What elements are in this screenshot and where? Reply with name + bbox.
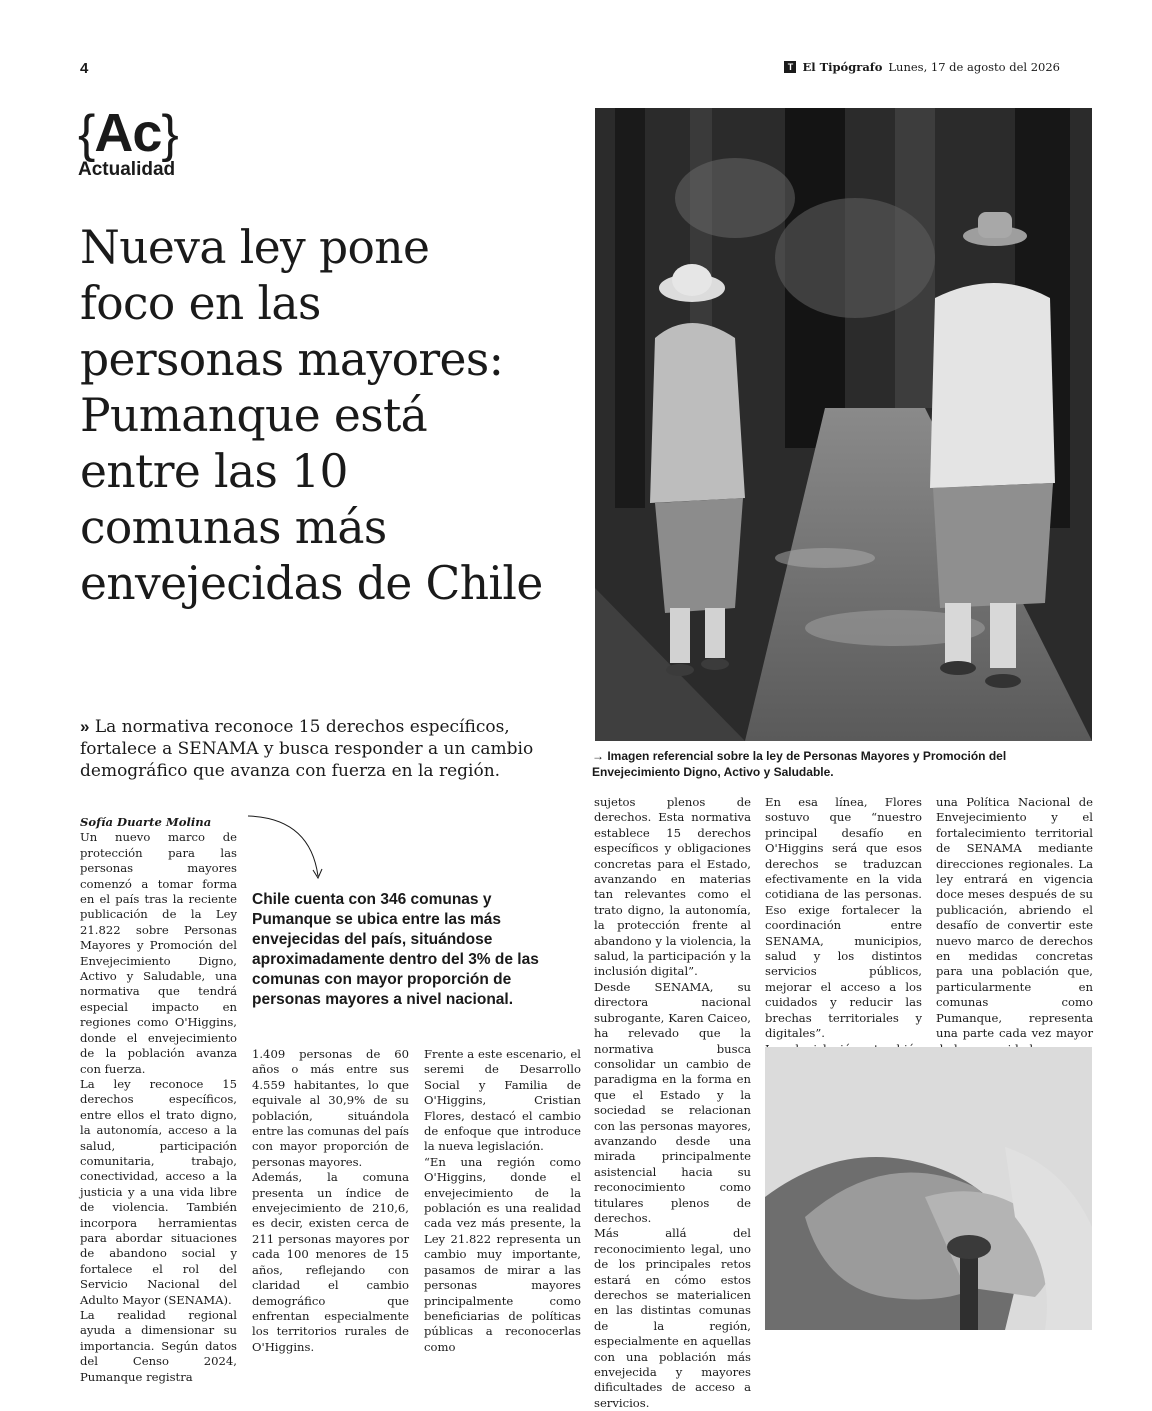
headline-line: entre las 10 bbox=[80, 445, 348, 498]
pull-quote: Chile cuenta con 346 comunas y Pumanque se ubica entre las más envejecidas del país, situándose aproximadamente dentro del 3% de las comunas con mayor proporción de personas mayores a nivel nacional. bbox=[252, 891, 539, 1008]
section-abbreviation bbox=[78, 104, 178, 163]
lede-text: La normativa reconoce 15 derechos específicos, fortalece a SENAMA y busca responder a un cambio demográfico que avanza con fuerza en la región. bbox=[80, 717, 534, 781]
lede bbox=[80, 716, 580, 782]
publication-name: El Tipógrafo bbox=[802, 60, 883, 74]
byline: Sofía Duarte Molina bbox=[80, 815, 212, 829]
main-photo-elderly-couple-walking bbox=[595, 108, 1092, 741]
body-column-5 bbox=[765, 795, 922, 1088]
caption-arrow-icon: → bbox=[592, 749, 604, 763]
body-column-6 bbox=[936, 795, 1093, 1057]
headline-line: envejecidas de Chile bbox=[80, 557, 543, 610]
paragraph: Más allá del reconocimiento legal, uno de los principales retos estará en cómo estos derechos se materialicen en las distintas comunas de la región, especialmente en aquellas con una población más envejecida y mayores dificultades de acceso a servicios. bbox=[594, 1226, 751, 1410]
page-number: 4 bbox=[80, 60, 89, 77]
paragraph: una Política Nacional de Envejecimiento y el fortalecimiento territorial de SENAMA mediante direcciones regionales. La ley entrará en vigencia doce meses después de su publicación, abriendo el desafío de convertir este nuevo marco de derechos en medidas concretas para una población que, particularmente en comunas como Pumanque, representa una parte cada vez mayor bbox=[936, 795, 1093, 1041]
body-column-2 bbox=[252, 1047, 409, 1355]
open-brace: { bbox=[78, 105, 95, 163]
body-column-3 bbox=[424, 1047, 581, 1355]
paragraph: Desde SENAMA, su directora nacional subrogante, Karen Caiceo, ha relevado que la normativa busca consolidar un cambio de paradigma en la forma en que el Estado y la sociedad se relacionan con las personas mayores, avanzando desde una mirada principalmente asistencial hacia su reconocimiento como titulares plenos de derechos. bbox=[594, 979, 751, 1225]
close-brace: } bbox=[161, 105, 178, 163]
section-tag bbox=[78, 104, 178, 179]
paragraph: La realidad regional ayuda a dimensionar su importancia. Según datos del Censo 2024, Pumanque registra bbox=[80, 1308, 237, 1384]
body-column-4 bbox=[594, 795, 751, 1411]
issue-date: Lunes, 17 de agosto del 2026 bbox=[888, 60, 1060, 74]
headline-line: Pumanque está bbox=[80, 389, 428, 442]
headline-line: comunas más bbox=[80, 501, 387, 554]
lede-marker-icon: » bbox=[80, 717, 90, 736]
headline-line: Nueva ley pone bbox=[80, 221, 430, 274]
caption-text: Imagen referencial sobre la ley de Personas Mayores y Promoción del Envejecimiento Digno, Activo y Saludable. bbox=[592, 749, 1007, 779]
section-name: Actualidad bbox=[78, 159, 176, 180]
masthead bbox=[784, 60, 1060, 74]
paragraph: 1.409 personas de 60 años o más entre sus 4.559 habitantes, lo que equivale al 30,9% de su población, situándola entre las comunas del país con mayor proporción de personas mayores. bbox=[252, 1047, 409, 1169]
paragraph: sujetos plenos de derechos. Esta normativa establece 15 derechos específicos y obligaciones concretas para el Estado, avanzando en materias tan relevantes como el trato digno, la autonomía, la protección frente al abandono y la violencia, la salud, la participación y la inclusión digital”. bbox=[594, 795, 751, 979]
paragraph: En esa línea, Flores sostuvo que “nuestro principal desafío en O'Higgins será que esos derechos se traduzcan efectivamente en la vida cotidiana de las personas. Eso exige fortalecer la coordinación entre SENAMA, municipios, salud y los distintos servicios públicos, mejorar el acceso a los cuidados y reducir las brechas territoriales y digitales”. bbox=[765, 795, 922, 1041]
paragraph: “En una región como O'Higgins, donde el envejecimiento de la población es una realidad cada vez más presente, la Ley 21.822 representa un cambio muy importante, pasamos de mirar a las personas mayores principalmente como beneficiarias de políticas públicas a reconocerlas como bbox=[424, 1154, 581, 1354]
headline-line: foco en las bbox=[80, 277, 321, 330]
publication-logo-icon: T bbox=[784, 61, 796, 73]
paragraph: La ley reconoce 15 derechos específicos, entre ellos el trato digno, la autonomía, acceso a la salud, participación comunitaria, trabajo, conectividad, acceso a la justicia y a una vida libre de violencia. También incorpora herramientas para abordar situaciones de abandono social y fortalece el rol del Servicio Nacional del Adulto Mayor (SENAMA). bbox=[80, 1076, 237, 1307]
curved-arrow-icon bbox=[240, 812, 330, 892]
paragraph: Un nuevo marco de protección para las personas mayores comenzó a tomar forma en el país tras la reciente publicación de la Ley 21.822 sobre Personas Mayores y Promoción del Envejecimiento Digno, Activo y Saludable, una normativa que tendrá especial impacto en regiones como O'Higgins, donde el envejecimiento de la población avanza con fuerza. bbox=[80, 830, 237, 1076]
headline bbox=[80, 220, 590, 612]
body-column-1 bbox=[80, 815, 237, 1385]
paragraph: Además, la comuna presenta un índice de envejecimiento de 210,6, es decir, existen cerca de 211 personas mayores por cada 100 menores de 15 años, reflejando con claridad el cambio demográfico que enfrentan especialmente los territorios rurales de O'Higgins. bbox=[252, 1170, 409, 1354]
paragraph: Frente a este escenario, el seremi de Desarrollo Social y Familia de O'Higgins, Cristian Flores, destacó el cambio de enfoque que introduce la nueva legislación. bbox=[424, 1047, 581, 1154]
photo-caption bbox=[592, 748, 1082, 780]
section-abbr-text: Ac bbox=[94, 103, 162, 163]
secondary-photo-hands-cane bbox=[765, 1047, 1092, 1330]
headline-line: personas mayores: bbox=[80, 333, 504, 386]
